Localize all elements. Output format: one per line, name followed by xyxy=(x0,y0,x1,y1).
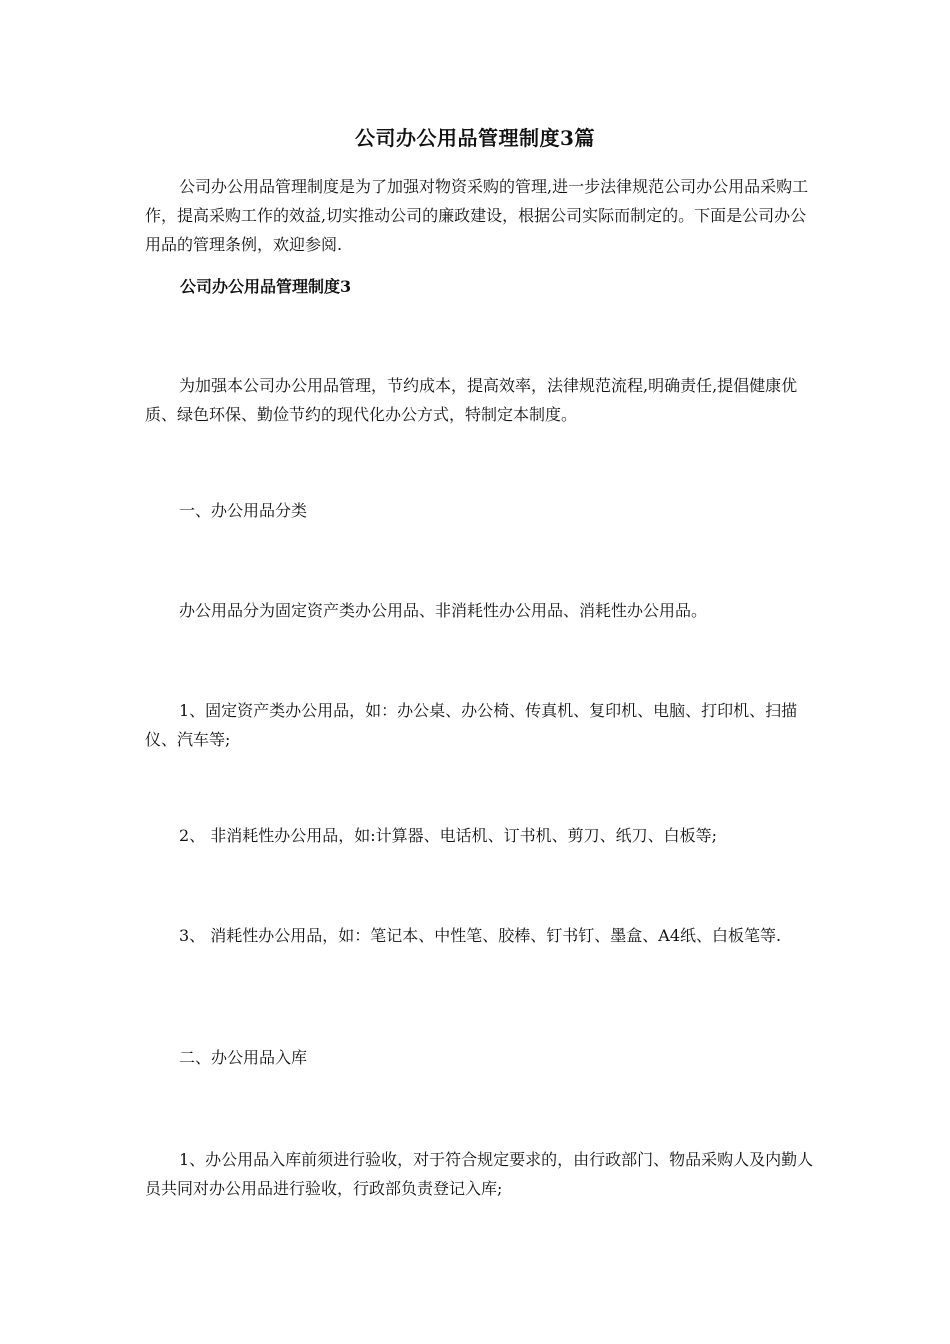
purpose-paragraph: 为加强本公司办公用品管理，节约成本，提高效率，法律规范流程,明确责任,提倡健康优质、绿色环保、勤俭节约的现代化办公方式，特制定本制度。 xyxy=(145,376,798,424)
item1-paragraph: 1、固定资产类办公用品，如：办公桌、办公椅、传真机、复印机、电脑、打印机、扫描仪、汽车等; xyxy=(145,701,798,749)
part2-item1-paragraph: 1、办公用品入库前须进行验收，对于符合规定要求的，由行政部门、物品采购人及内勤人员共同对办公用品进行验收，行政部负责登记入库; xyxy=(145,1150,814,1198)
part1-title: 一、办公用品分类 xyxy=(179,501,308,520)
intro-paragraph: 公司办公用品管理制度是为了加强对物资采购的管理,进一步法律规范公司办公用品采购工作，提高采购工作的效益,切实推动公司的廉政建设，根据公司实际而制定的。下面是公司办公用品的管理条例，欢迎参阅. xyxy=(145,177,809,254)
item2-paragraph: 2、 非消耗性办公用品，如:计算器、电话机、订书机、剪刀、纸刀、白板等; xyxy=(179,826,718,845)
part1-summary: 办公用品分为固定资产类办公用品、非消耗性办公用品、消耗性办公用品。 xyxy=(179,601,708,620)
part2-title: 二、办公用品入库 xyxy=(179,1048,308,1067)
section-heading: 公司办公用品管理制度3 xyxy=(180,277,352,296)
item3-paragraph: 3、 消耗性办公用品，如：笔记本、中性笔、胶棒、钉书钉、墨盒、A4纸、白板笔等. xyxy=(179,926,782,945)
document-title: 公司办公用品管理制度3篇 xyxy=(355,126,595,150)
